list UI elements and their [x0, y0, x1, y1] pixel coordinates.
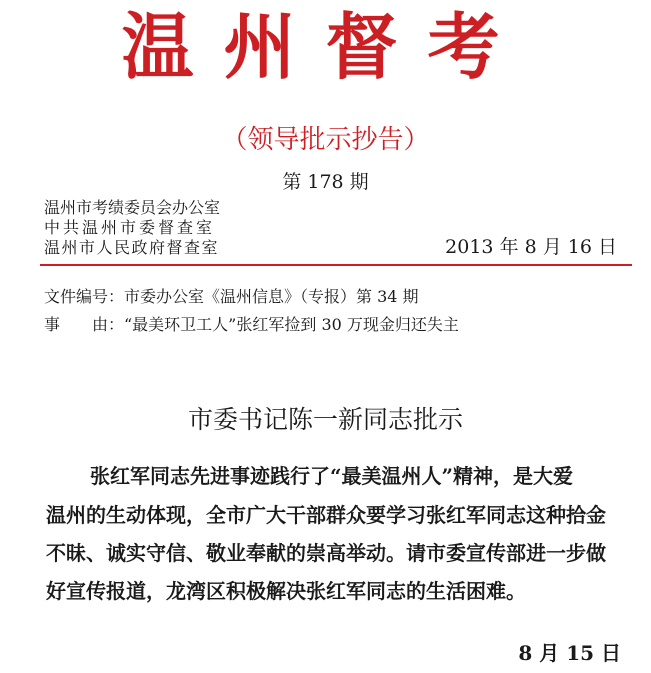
- body-text-line: 温州的生动体现，全市广大干部群众要学习张红军同志这种拾金: [46, 503, 606, 527]
- issuing-office: 温州市人民政府督查室: [44, 238, 220, 257]
- masthead-subtitle: （领导批示抄告）: [221, 125, 430, 155]
- issuing-office: 温州市考绩委员会办公室: [44, 198, 221, 217]
- issuing-office: 中共温州市委督查室: [44, 218, 216, 237]
- issue-date: 2013 年 8 月 16 日: [445, 236, 617, 258]
- signature-date: 8 月 15 日: [518, 641, 621, 665]
- instruction-heading: 市委书记陈一新同志批示: [187, 405, 463, 434]
- masthead-title: 温州督考: [121, 4, 530, 89]
- body-text-line: 张红军同志先进事迹践行了“最美温州人”精神，是大爱: [90, 464, 574, 488]
- header-divider: [40, 264, 632, 266]
- subject-line: 事 由：“最美环卫工人”张红军捡到 30 万现金归还失主: [44, 315, 459, 334]
- issue-number: 第 178 期: [282, 171, 369, 193]
- body-text-line: 不昧、诚实守信、敬业奉献的崇高举动。请市委宣传部进一步做: [46, 541, 606, 565]
- file-number: 文件编号：市委办公室《温州信息》（专报）第 34 期: [44, 287, 419, 306]
- body-text-line: 好宣传报道，龙湾区积极解决张红军同志的生活困难。: [46, 579, 526, 603]
